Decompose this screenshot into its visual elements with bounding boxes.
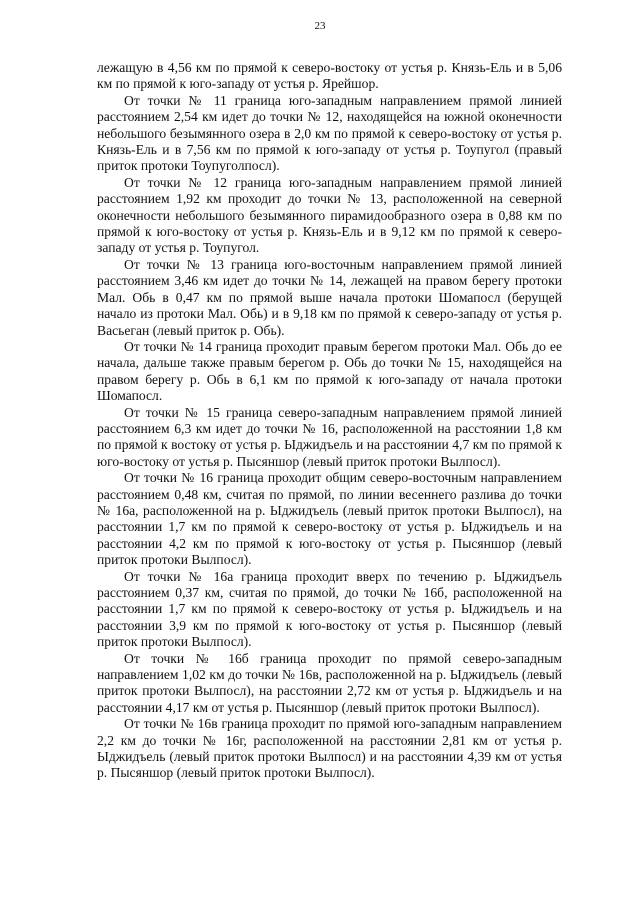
paragraph-point-16a: От точки № 16а граница проходит вверх по течению р. Ыджидъель расстоянием 0,37 км, считая по прямой, до точки № 16б, расположенной на расстоянии 1,7 км по прямой к северо-востоку от устья р. Ыджидъель и на расстоянии 3,9 км по прямой к юго-востоку от устья р. Пысяншор (левый приток протоки Вылпосл). (97, 568, 562, 650)
paragraph-continuation: лежащую в 4,56 км по прямой к северо-востоку от устья р. Князь-Ель и в 5,06 км по прямой к юго-западу от устья р. Ярейшор. (97, 60, 562, 92)
paragraph-point-16v: От точки № 16в граница проходит по прямой юго-западным направлением 2,2 км до точки № 16г, расположенной на расстоянии 2,81 км от устья р. Ыджидъель (левый приток протоки Вылпосл) и на расстоянии 4,39 км от устья р. Пысяншор (левый приток протоки Вылпосл). (97, 716, 562, 781)
paragraph-point-12: От точки № 12 граница юго-западным направлением прямой линией расстоянием 1,92 км проходит до точки № 13, расположенной на северной оконечности небольшого безымянного пирамидообразного озера в 0,88 км по прямой к юго-востоку от устья р. Князь-Ель и в 9,12 км по прямой к северо-западу от устья р. Тоупугол. (97, 174, 562, 256)
paragraph-point-16b: От точки № 16б граница проходит по прямой северо-западным направлением 1,02 км до точки № 16в, расположенной на р. Ыджидъель (левый приток протоки Вылпосл), на расстоянии 2,72 км от устья р. Ыджидъель и на расстоянии 4,17 км от устья р. Пысяншор (левый приток протоки Вылпосл). (97, 650, 562, 715)
paragraph-point-14: От точки № 14 граница проходит правым берегом протоки Мал. Обь до ее начала, дальше также правым берегом р. Обь до точки № 15, находящейся на правом берегу р. Обь в 6,1 км по прямой к юго-западу от начала протоки Шомапосл. (97, 338, 562, 404)
paragraph-point-16: От точки № 16 граница проходит общим северо-восточным направлением расстоянием 0,48 км, считая по прямой, по линии весеннего разлива до точки № 16а, расположенной на р. Ыджидъель (левый приток протоки Вылпосл), на расстоянии 1,7 км по прямой к северо-востоку от устья р. Ыджидъель и на расстоянии 4,2 км по прямой к юго-востоку от устья р. Пысяншор (левый приток протоки Вылпосл). (97, 470, 562, 568)
paragraph-point-13: От точки № 13 граница юго-восточным направлением прямой линией расстоянием 3,46 км идет до точки № 14, лежащей на правом берегу протоки Мал. Обь в 0,47 км по прямой выше начала протоки Шомапосл (берущей начало из протоки Мал. Обь) и в 9,18 км по прямой к северо-западу от устья р. Васьеган (левый приток р. Обь). (97, 256, 562, 338)
paragraph-point-11: От точки № 11 граница юго-западным направлением прямой линией расстоянием 2,54 км идет до точки № 12, находящейся на южной оконечности небольшого безымянного озера в 2,0 км по прямой к северо-востоку от устья р. Князь-Ель и в 7,56 км по прямой к юго-западу от устья р. Тоупугол (правый приток протоки Тоупуголпосл). (97, 92, 562, 174)
page-number: 23 (314, 20, 326, 32)
document-body (97, 60, 562, 782)
paragraph-point-15: От точки № 15 граница северо-западным направлением прямой линией расстоянием 6,3 км идет до точки № 16, расположенной на расстоянии 1,8 км по прямой к востоку от устья р. Ыджидъель и на расстоянии 4,7 км по прямой к юго-востоку от устья р. Пысяншор (левый приток протоки Вылпосл). (97, 404, 562, 469)
